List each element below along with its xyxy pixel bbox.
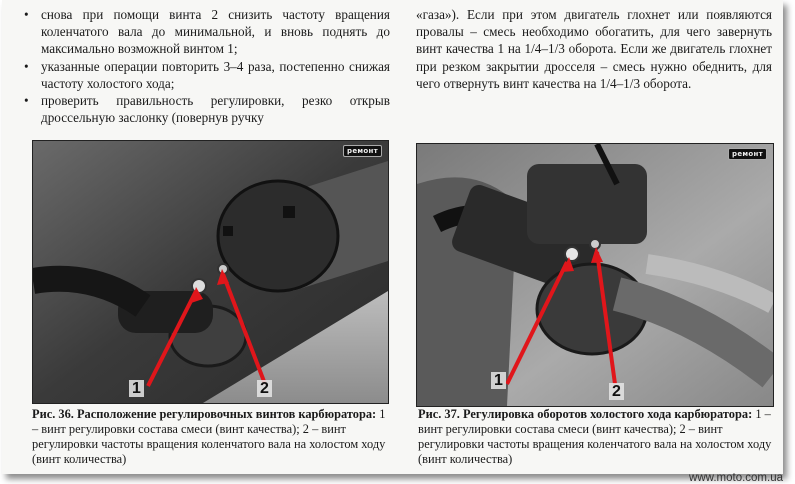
source-url: www.moto.com.ua xyxy=(689,472,783,484)
caption-text: 1 – винт регулировки состава смеси (винт качества); 2 – винт регулировки частоты вращения коленчатого вала на холостом ходу (винт количества) xyxy=(32,407,386,466)
instruction-list xyxy=(18,6,390,126)
figure-36-caption xyxy=(32,407,394,467)
figure-37-caption xyxy=(418,407,778,467)
caption-title: Рис. 36. Расположение регулировочных винтов карбюратора: xyxy=(32,407,377,421)
caption-text: 1 – винт регулировки состава смеси (винт качества); 2 – винт регулировки частоты вращения коленчатого вала на холостом ходу (винт количества) xyxy=(418,407,772,466)
document-page xyxy=(2,0,783,474)
callout-label-2: 2 xyxy=(609,383,624,400)
body-paragraph: «газа»). Если при этом двигатель глохнет или появляются провалы – смесь необходимо обогатить, для чего завернуть винт качества 1 на 1/4–1/3 оборота. Если же двигатель глохнет при резком закрытии дросселя – смесь нужно обеднить, для чего отвернуть винт качества на 1/4–1/3 оборота. xyxy=(416,7,772,91)
list-item: • проверить правильность регулировки, резко открыв дроссельную заслонку (повернув ручку xyxy=(18,92,390,126)
left-text-column xyxy=(18,6,390,126)
callout-label-1: 1 xyxy=(491,372,506,389)
carburetor-photo-left xyxy=(33,141,388,403)
publisher-badge: ремонт xyxy=(728,148,767,160)
callout-label-2: 2 xyxy=(257,380,272,397)
list-item: • указанные операции повторить 3–4 раза, постепенно снижая частоту холостого хода; xyxy=(18,58,390,92)
callout-label-1: 1 xyxy=(129,380,144,397)
caption-title: Рис. 37. Регулировка оборотов холостого хода карбюратора: xyxy=(418,407,753,421)
figure-36-photo xyxy=(32,140,389,404)
publisher-badge: ремонт xyxy=(343,145,382,157)
list-item: • снова при помощи винта 2 снизить частоту вращения коленчатого вала до минимальной, и вновь поднять до максимально возможной винтом 1; xyxy=(18,6,390,58)
figure-37-photo xyxy=(416,143,774,407)
carburetor-photo-right xyxy=(417,144,773,406)
right-text-column xyxy=(416,6,772,92)
